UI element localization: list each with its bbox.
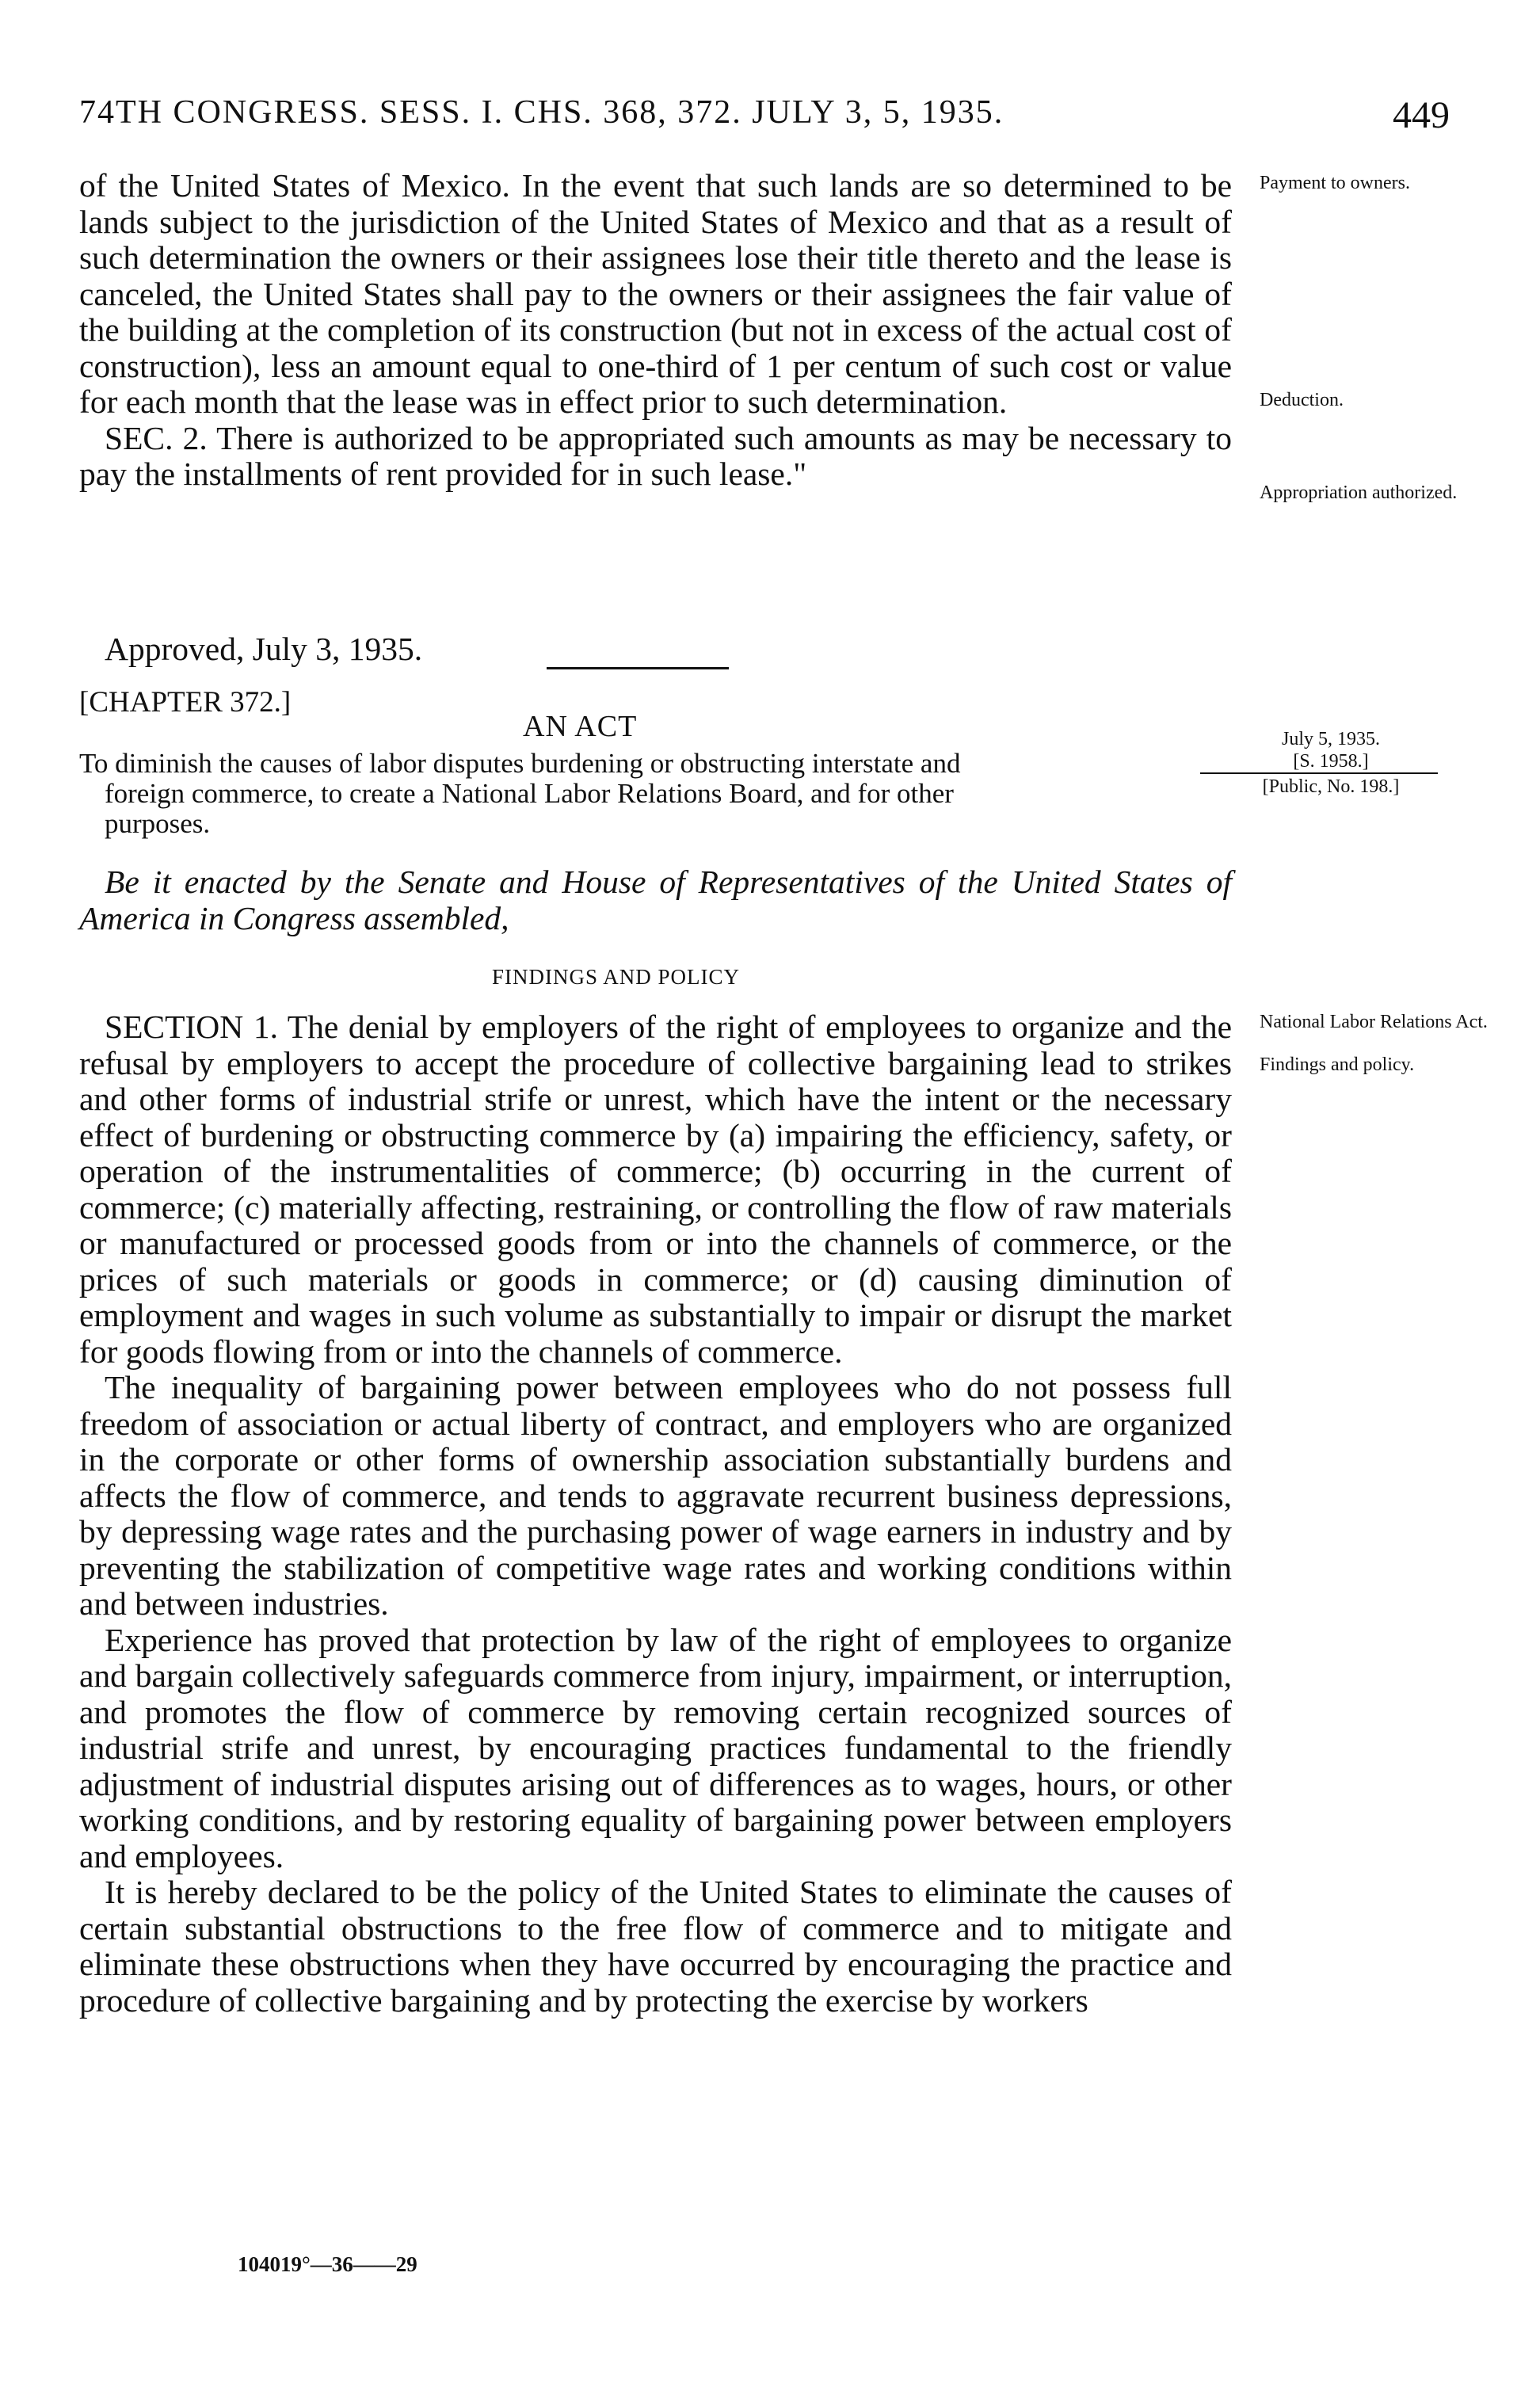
sec2-continuation xyxy=(79,168,1232,493)
section-heading: FINDINGS AND POLICY xyxy=(491,965,741,989)
margin-note-bill: [S. 1958.] xyxy=(1293,751,1369,772)
margin-note-public: [Public, No. 198.] xyxy=(1262,776,1400,797)
chapter-number: [CHAPTER 372.] xyxy=(79,686,292,719)
margin-note-findings: Findings and policy. xyxy=(1260,1054,1415,1075)
margin-note-payment: Payment to owners. xyxy=(1260,173,1410,193)
printer-signature: 104019°—36——29 xyxy=(238,2252,417,2276)
margin-note-deduction: Deduction. xyxy=(1260,390,1344,410)
act-heading: AN ACT xyxy=(523,710,638,743)
paragraph: Experience has proved that protection by law of the right of employees to organize and bargain collectively safeguards commerce from injury, impairment, or interruption, and promotes the flow of commerce by removing certain recognized sources of industrial strife and unrest, by encouraging practices fundamental to the friendly adjustment of industrial disputes arising out of differences as to wages, hours, or other working conditions, and by restoring equality of bargaining power between employers and employees. xyxy=(79,1621,1232,1874)
margin-note-nlra: National Labor Relations Act. xyxy=(1260,1012,1488,1032)
margin-note-appropriation: Appropriation authorized. xyxy=(1260,482,1458,503)
header-citation: 74TH CONGRESS. SESS. I. CHS. 368, 372. JULY 3, 5, 1935. xyxy=(79,94,1004,131)
section-1 xyxy=(79,1009,1232,2019)
paragraph-section-1: SECTION 1. The denial by employers of the right of employees to organize and the refusal by employers to accept the procedure of collective bargaining lead to strikes and other forms of industrial strife or unrest, which have the intent or the necessary effect of burdening or obstructing commerce by (a) impairing the efficiency, safety, or operation of the instrumentalities of commerce; (b) occurring in the current of commerce; (c) materially affecting, restraining, or controlling the flow of raw materials or manufactured or processed goods from or into the channels of commerce, or the prices of such materials or goods in commerce; or (d) causing diminution of employment and wages in such volume as substantially to impair or disrupt the market for goods flowing from or into the channels of commerce. xyxy=(79,1009,1232,1370)
act-title-line-3: purposes. xyxy=(105,808,211,839)
margin-note-date: July 5, 1935. xyxy=(1281,729,1380,749)
paragraph: The inequality of bargaining power between employees who do not possess full freedom of association or actual liberty of contract, and employers who are organized in the corporate or other forms of ownership association substantially burdens and affects the flow of commerce, and tends to aggravate recurrent business depressions, by depressing wage rates and the purchasing power of wage earners in industry and by preventing the stabilization of competitive wage rates and working conditions within and between industries. xyxy=(79,1369,1232,1622)
act-title-line-1: To diminish the causes of labor disputes burdening or obstructing interstate and xyxy=(79,748,961,779)
paragraph: of the United States of Mexico. In the event that such lands are so determined to be lands subject to the jurisdiction of the United States of Mexico and that as a result of such determination the owners or their assignees lose their title thereto and the lease is canceled, the United States shall pay to the owners or their assignees the fair value of the building at the completion of its construction (but not in excess of the actual cost of construction), less an amount equal to one-third of 1 per centum of such cost or value for each month that the lease was in effect prior to such determination. xyxy=(79,167,1232,420)
paragraph: It is hereby declared to be the policy of the United States to eliminate the causes of certain substantial obstructions to the free flow of commerce and to mitigate and eliminate these obstructions when they have occurred by encouraging the practice and procedure of collective bargaining and by protecting the exercise by workers xyxy=(79,1874,1232,2019)
section-divider xyxy=(547,667,729,669)
margin-rule xyxy=(1200,772,1438,774)
approval-date: Approved, July 3, 1935. xyxy=(105,631,423,667)
act-title-line-2: foreign commerce, to create a National Labor Relations Board, and for other xyxy=(105,778,954,809)
running-header xyxy=(79,93,1450,138)
act-title xyxy=(79,749,1232,839)
page-number: 449 xyxy=(1393,94,1450,136)
enacting-clause: Be it enacted by the Senate and House of Representatives of the United States of America in Congress assembled, xyxy=(79,864,1232,936)
paragraph-sec-2: SEC. 2. There is authorized to be appropriated such amounts as may be necessary to pay the installments of rent provided for in such lease." xyxy=(79,419,1232,492)
